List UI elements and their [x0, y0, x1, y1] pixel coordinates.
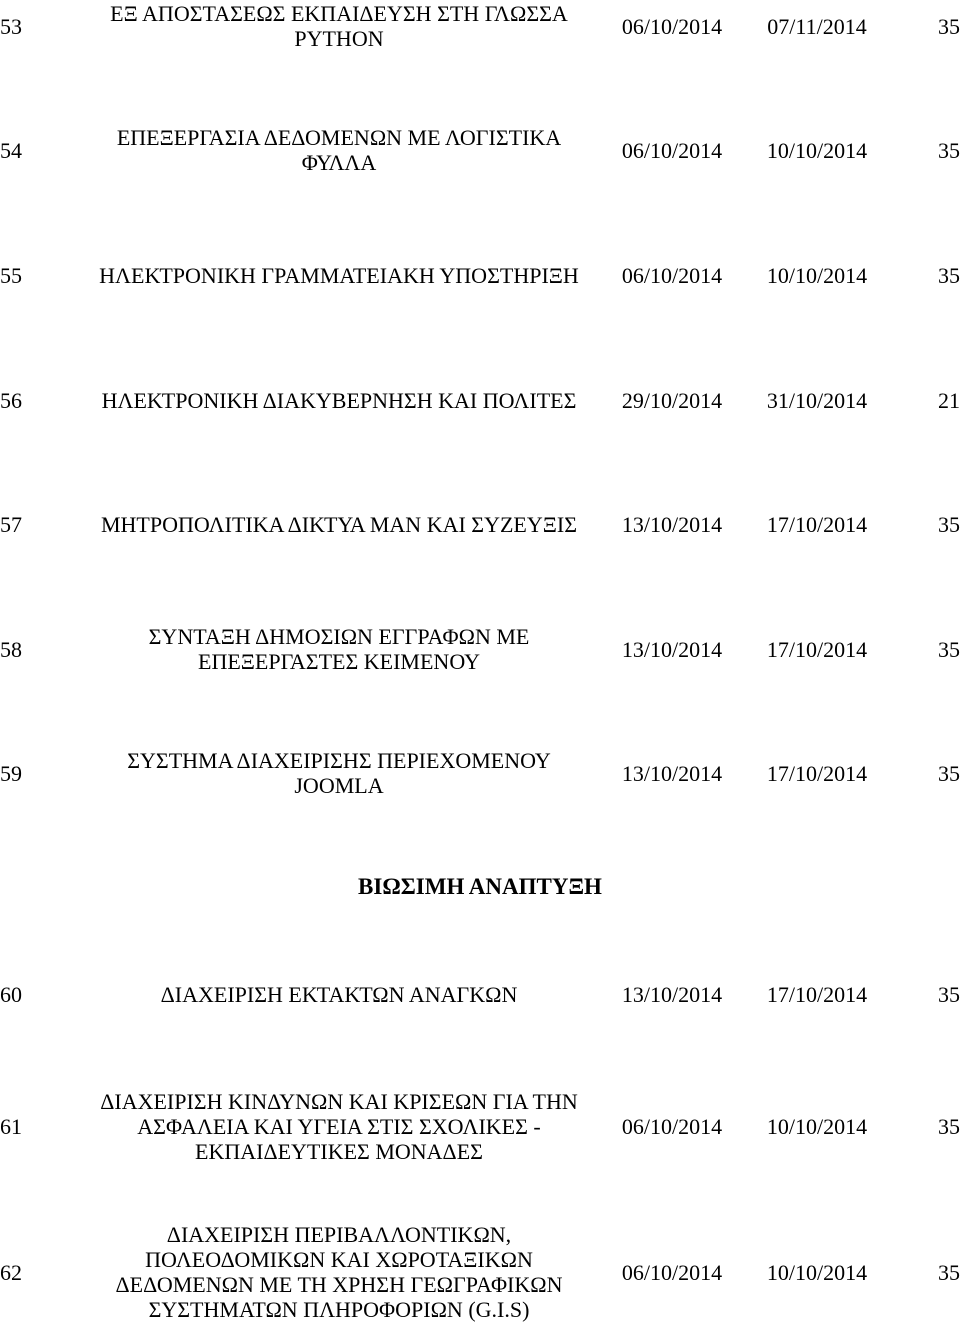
- table-row: [0, 1218, 960, 1326]
- end-date: 07/11/2014: [767, 13, 867, 39]
- start-date: 06/10/2014: [621, 13, 723, 39]
- start-date: 13/10/2014: [621, 981, 723, 1007]
- table-row: [0, 980, 960, 1008]
- course-title: ΔΙΑΧΕΙΡΙΣΗ ΚΙΝΔΥΝΩΝ ΚΑΙ ΚΡΙΣΕΩΝ ΓΙΑ ΤΗΝ ΑΣΦΑΛΕΙΑ ΚΑΙ ΥΓΕΙΑ ΣΤΙΣ ΣΧΟΛΙΚΕΣ - ΕΚΠΑΙΔΕΥΤΙΚΕΣ ΜΟΝΑΔΕΣ: [100, 1088, 578, 1164]
- start-date: 13/10/2014: [621, 760, 723, 786]
- table-row: [0, 261, 960, 289]
- start-date: 13/10/2014: [621, 636, 723, 662]
- table-row: [0, 623, 960, 675]
- end-date: 10/10/2014: [766, 262, 868, 288]
- section-heading: ΒΙΩΣΙΜΗ ΑΝΑΠΤΥΞΗ: [358, 874, 602, 899]
- course-title: ΣΥΝΤΑΞΗ ΔΗΜΟΣΙΩΝ ΕΓΓΡΑΦΩΝ ΜΕ ΕΠΕΞΕΡΓΑΣΤΕΣ ΚΕΙΜΕΝΟΥ: [148, 624, 530, 674]
- hours: 35: [938, 760, 960, 786]
- row-number: 62: [0, 1259, 22, 1285]
- end-date: 10/10/2014: [766, 1113, 868, 1139]
- hours: 35: [938, 981, 960, 1007]
- hours: 35: [938, 262, 960, 288]
- start-date: 13/10/2014: [621, 511, 723, 537]
- row-number: 61: [0, 1113, 22, 1139]
- end-date: 17/10/2014: [766, 981, 868, 1007]
- table-row: [0, 124, 960, 176]
- row-number: 55: [0, 262, 22, 288]
- end-date: 31/10/2014: [766, 387, 868, 413]
- end-date: 10/10/2014: [766, 1259, 868, 1285]
- start-date: 06/10/2014: [621, 262, 723, 288]
- course-title: ΜΗΤΡΟΠΟΛΙΤΙΚΑ ΔΙΚΤΥΑ MAN ΚΑΙ ΣΥΖΕΥΞΙΣ: [100, 511, 578, 537]
- end-date: 17/10/2014: [766, 636, 868, 662]
- row-number: 58: [0, 636, 22, 662]
- hours: 35: [938, 137, 960, 163]
- course-title: ΗΛΕΚΤΡΟΝΙΚΗ ΓΡΑΜΜΑΤΕΙΑΚΗ ΥΠΟΣΤΗΡΙΞΗ: [99, 262, 579, 288]
- end-date: 10/10/2014: [766, 137, 868, 163]
- row-number: 59: [0, 760, 22, 786]
- end-date: 17/10/2014: [766, 760, 868, 786]
- table-row: [0, 747, 960, 799]
- course-title: ΣΥΣΤΗΜΑ ΔΙΑΧΕΙΡΙΣΗΣ ΠΕΡΙΕΧΟΜΕΝΟΥ JOOMLA: [127, 748, 551, 798]
- hours: 35: [938, 1113, 960, 1139]
- row-number: 60: [0, 981, 22, 1007]
- table-row: [0, 0, 960, 52]
- start-date: 06/10/2014: [621, 1113, 723, 1139]
- course-title: ΕΞ ΑΠΟΣΤΑΣΕΩΣ ΕΚΠΑΙΔΕΥΣΗ ΣΤΗ ΓΛΩΣΣΑ PYTHON: [110, 1, 568, 51]
- row-number: 54: [0, 137, 22, 163]
- row-number: 57: [0, 511, 22, 537]
- start-date: 06/10/2014: [621, 137, 723, 163]
- course-title: ΗΛΕΚΤΡΟΝΙΚΗ ΔΙΑΚΥΒΕΡΝΗΣΗ ΚΑΙ ΠΟΛΙΤΕΣ: [101, 387, 577, 413]
- course-title: ΔΙΑΧΕΙΡΙΣΗ ΕΚΤΑΚΤΩΝ ΑΝΑΓΚΩΝ: [160, 981, 518, 1007]
- table-row: [0, 386, 960, 414]
- hours: 35: [938, 511, 960, 537]
- hours: 35: [938, 13, 960, 39]
- course-title: ΔΙΑΧΕΙΡΙΣΗ ΠΕΡΙΒΑΛΛΟΝΤΙΚΩΝ, ΠΟΛΕΟΔΟΜΙΚΩΝ ΚΑΙ ΧΩΡΟΤΑΞΙΚΩΝ ΔΕΔΟΜΕΝΩΝ ΜΕ ΤΗ ΧΡΗΣΗ ΓΕΩΓΡΑΦΙΚΩΝ ΣΥΣΤΗΜΑΤΩΝ ΠΛΗΡΟΦΟΡΙΩΝ (G.I.S): [115, 1222, 563, 1322]
- start-date: 06/10/2014: [621, 1259, 723, 1285]
- row-number: 53: [0, 13, 22, 39]
- hours: 21: [938, 387, 960, 413]
- row-number: 56: [0, 387, 22, 413]
- hours: 35: [938, 636, 960, 662]
- table-row: [0, 510, 960, 538]
- start-date: 29/10/2014: [621, 387, 723, 413]
- table-row: [0, 1087, 960, 1165]
- course-title: ΕΠΕΞΕΡΓΑΣΙΑ ΔΕΔΟΜΕΝΩΝ ΜΕ ΛΟΓΙΣΤΙΚΑ ΦΥΛΛΑ: [116, 125, 562, 175]
- hours: 35: [938, 1259, 960, 1285]
- end-date: 17/10/2014: [766, 511, 868, 537]
